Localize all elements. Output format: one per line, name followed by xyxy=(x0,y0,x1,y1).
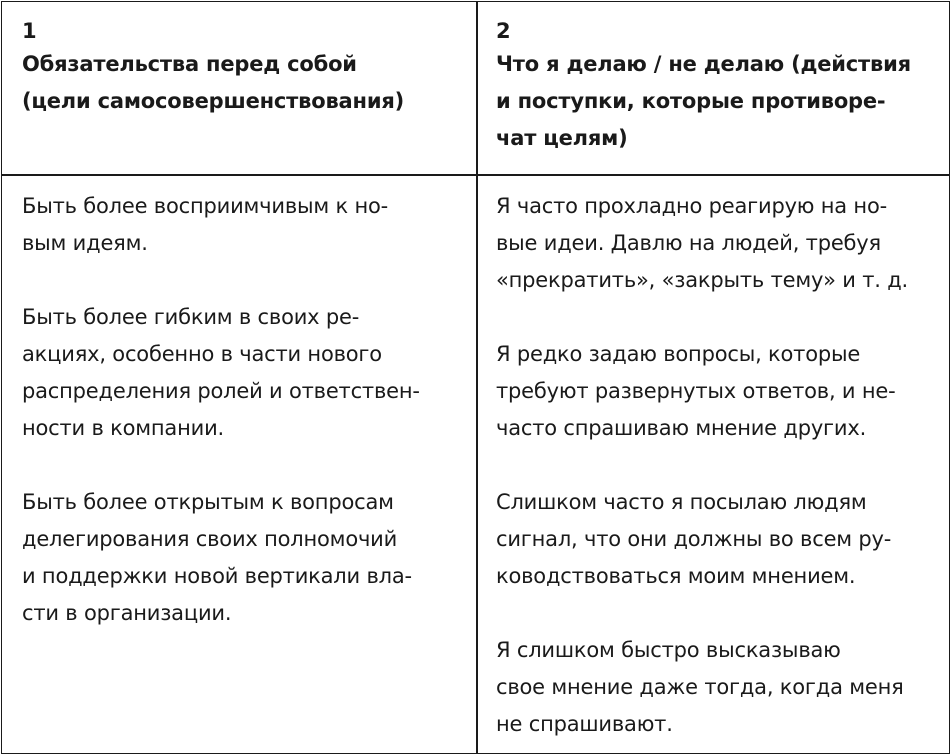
column-1-title: Обязательства перед собой (цели самосовершенствования) xyxy=(22,52,405,113)
column-1-number: 1 xyxy=(22,19,37,43)
column-1-header xyxy=(2,16,476,174)
immunity-map-table xyxy=(1,1,950,754)
column-1-paragraph: Быть более восприимчивым к но- вым идеям. xyxy=(22,194,389,255)
column-2-paragraph: Я редко задаю вопросы, которые требуют развернутых ответов, и не- часто спрашиваю мнение других. xyxy=(496,342,896,440)
column-2-paragraph: Я слишком быстро высказываю свое мнение даже тогда, когда меня не спрашивают. xyxy=(496,638,904,736)
column-2-number: 2 xyxy=(496,19,511,43)
column-1-paragraph: Быть более гибким в своих ре- акциях, особенно в части нового распределения ролей и ответствен- ности в компании. xyxy=(22,305,420,440)
column-2-body xyxy=(478,188,950,743)
column-1-body xyxy=(2,188,476,632)
column-2-paragraph: Я часто прохладно реагирую на но- вые идеи. Давлю на людей, требуя «прекратить», «закрыть тему» и т. д. xyxy=(496,194,909,292)
column-1-paragraph: Быть более открытым к вопросам делегирования своих полномочий и поддержки новой вертикали вла- сти в организации. xyxy=(22,490,412,625)
column-2-title: Что я делаю / не делаю (действия и поступки, которые противоре- чат целям) xyxy=(496,52,911,150)
column-2-header xyxy=(478,16,950,174)
header-divider xyxy=(2,174,949,176)
column-2-paragraph: Слишком часто я посылаю людям сигнал, что они должны во всем ру- ководствоваться моим мнением. xyxy=(496,490,892,588)
